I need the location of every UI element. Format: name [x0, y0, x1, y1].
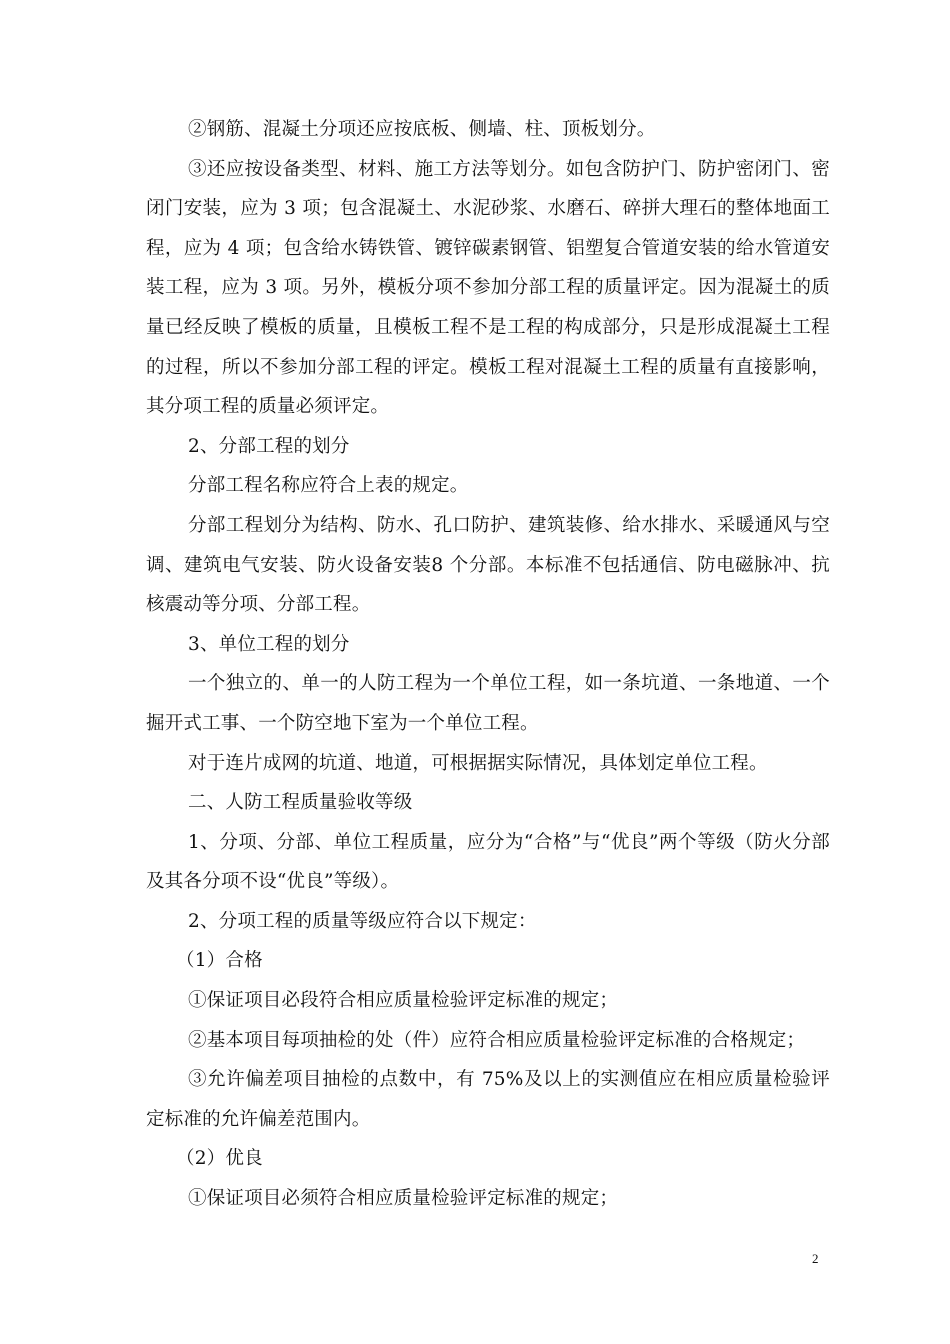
list-item: ②基本项目每项抽检的处（件）应符合相应质量检验评定标准的合格规定； [188, 1029, 806, 1051]
paragraph: 分部工程划分为结构、防水、孔口防护、建筑装修、给水排水、采暖通风与空调、建筑电气安装、防火设备安装8 个分部。本标准不包括通信、防电磁脉冲、抗核震动等分项、分部工程。 [146, 514, 830, 616]
paragraph: 1、分项、分部、单位工程质量，应分为“合格”与“优良”两个等级（防火分部及其各分项不设“优良”等级）。 [146, 831, 830, 893]
paragraph: ②钢筋、混凝土分项还应按底板、侧墙、柱、顶板划分。 [188, 119, 656, 140]
paragraph: 对于连片成网的坑道、地道，可根据据实际情况，具体划定单位工程。 [188, 752, 768, 774]
document-body [146, 110, 830, 1219]
paragraph: 分部工程名称应符合上表的规定。 [188, 475, 469, 497]
section-heading: 2、分部工程的划分 [188, 435, 350, 457]
paragraph: 一个独立的、单一的人防工程为一个单位工程，如一条坑道、一条地道、一个掘开式工事、一个防空地下室为一个单位工程。 [146, 673, 830, 734]
paragraph: ③还应按设备类型、材料、施工方法等划分。如包含防护门、防护密闭门、密闭门安装，应为 3 项；包含混凝土、水泥砂浆、水磨石、碎拼大理石的整体地面工程，应为 4 项；包含给水铸铁管、镀锌碳素钢管、铝塑复合管道安装的给水管道安装工程，应为 3 项。另外，模板分项不参加分部工程的质量评定。因为混凝土的质量已经反映了模板的质量，且模板工程不是工程的构成部分，只是形成混凝土工程的过程，所以不参加分部工程的评定。模板工程对混凝土工程的质量有直接影响，其分项工程的质量必须评定。 [146, 158, 830, 418]
list-item: ③允许偏差项目抽检的点数中，有 75%及以上的实测值应在相应质量检验评定标准的允许偏差范围内。 [146, 1069, 830, 1130]
sub-heading: （2）优良 [176, 1148, 263, 1170]
list-item: ①保证项目必须符合相应质量检验评定标准的规定； [188, 1188, 619, 1210]
section-heading: 二、人防工程质量验收等级 [188, 792, 413, 814]
sub-heading: （1）合格 [176, 950, 263, 972]
paragraph: 2、分项工程的质量等级应符合以下规定： [188, 910, 537, 932]
section-heading: 3、单位工程的划分 [188, 633, 350, 655]
list-item: ①保证项目必段符合相应质量检验评定标准的规定； [188, 990, 619, 1012]
page-number: 2 [812, 1251, 819, 1266]
